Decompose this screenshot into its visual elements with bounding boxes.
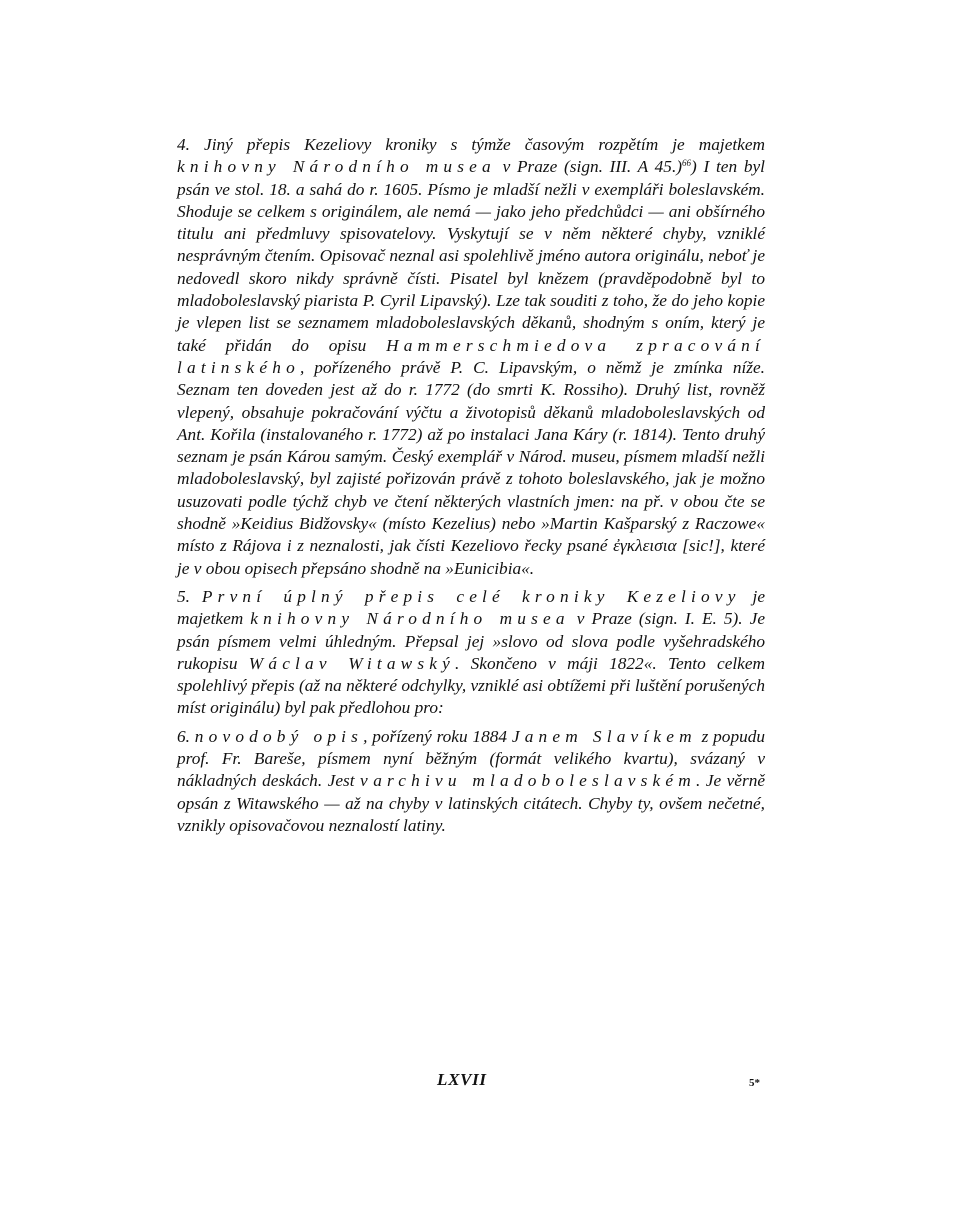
text-run: v Praze (sign. III. A 45.) [495,157,683,177]
text-run: 6. [177,726,195,746]
signature-mark: 5* [749,1077,760,1089]
spaced-text: Hammerschmiedova zpracování latinského [177,335,765,377]
spaced-text: archivu mladoboleslavském [373,771,696,791]
spaced-text: Janem Slavíkem [511,726,697,746]
spaced-text: knihovny Národního musea [177,157,496,177]
text-run: z popudu prof. Fr. Bareše, písmem nyní běžným (formát velikého kvartu), svázaný v nákladných deskách. Jest v [177,726,766,791]
text-run: 4. Jiný přepis Kezeliovy kroniky s týmže časovým rozpětím je majetkem [177,135,765,154]
body-text [177,134,765,837]
page-number: LXVII [437,1070,487,1089]
text-run: , pořízený roku 1884 [363,726,512,746]
spaced-text: Wáclav Witawský [248,653,456,673]
text-run: , pořízeného právě P. C. Lipavským, o němž je zmínka níže. Seznam ten doveden jest až do r. 1772 (do smrti K. Rossiho). Druhý list, rovněž vlepený, obsahuje pokračování výčtu a životopisů děkanů mladoboleslavských od Ant. Kořila (instalovaného r. 1772) až po instalaci Jana Káry (r. 1814). Tento druhý seznam je psán Károu samým. Český exemplář v Národ. museu, písmem mladší nežli mladoboleslavský, byl zajisté pořizován právě z tohoto boleslavského, jak je možno usuzovati podle týchž chyb ve čtení některých vlastních jmen: na př. v obou čte se shodně »Keidius Bidžovsky« (místo Kezelius) nebo »Martin Kašparský z Raczowe« místo z Rájova i z neznalosti, jak čísti Kezeliovo řecky psané ἐγκλεισια [sic!], které je v obou opisech přepsáno shodně na »Eunicibia«. [177,357,765,578]
text-run: . Skončeno v máji 1822«. Tento celkem spolehlivý přepis (až na některé odchylky, vzniklé asi obtížemi při luštění porušených míst originálu) byl pak předlohou pro: [177,653,765,718]
text-run: . Je věrně opsán z Witawského — až na chyby v latinských citátech. Chyby ty, ovšem nečetné, vznikly opisovačovou neznalostí latiny. [177,771,766,835]
text-run: ) I ten byl psán ve stol. 18. a sahá do r. 1605. Písmo je mladší nežli v exempláři boleslavském. Shoduje se celkem s originálem, ale nemá — jako jeho předchůdci — ani obšírného titulu ani předmluvy spisovatelovy. Vyskytují se v něm některé chyby, vzniklé nesprávným čtením. Opisovač neznal asi spolehlivě jméno autora originálu, neboť je nedovedl skoro nikdy správně čísti. Pisatel byl knězem (pravděpodobně byl to mladoboleslavský piarista P. Cyril Lipavský). Lze tak souditi z toho, že do jeho kopie je vlepen list se seznamem mladoboleslavských děkanů, shodným s oním, který je také přidán do opisu [177,157,765,355]
paragraph-6 [177,726,765,837]
spaced-text: knihovny Národního musea [250,609,570,629]
paragraph-5 [177,586,765,720]
text-run: je majetkem [177,586,765,629]
text-run: v Praze (sign. I. E. 5). Je psán písmem velmi úhledným. Přepsal jej »slovo od slova podle vyšehradského rukopisu [177,609,765,673]
spaced-text: novodobý opis [194,726,364,746]
footnote-reference: 66 [682,158,692,169]
paragraph-4 [177,134,765,580]
spaced-text: První úplný přepis celé kroniky Kezeliovy [201,586,741,606]
text-run: 5. [177,586,202,606]
